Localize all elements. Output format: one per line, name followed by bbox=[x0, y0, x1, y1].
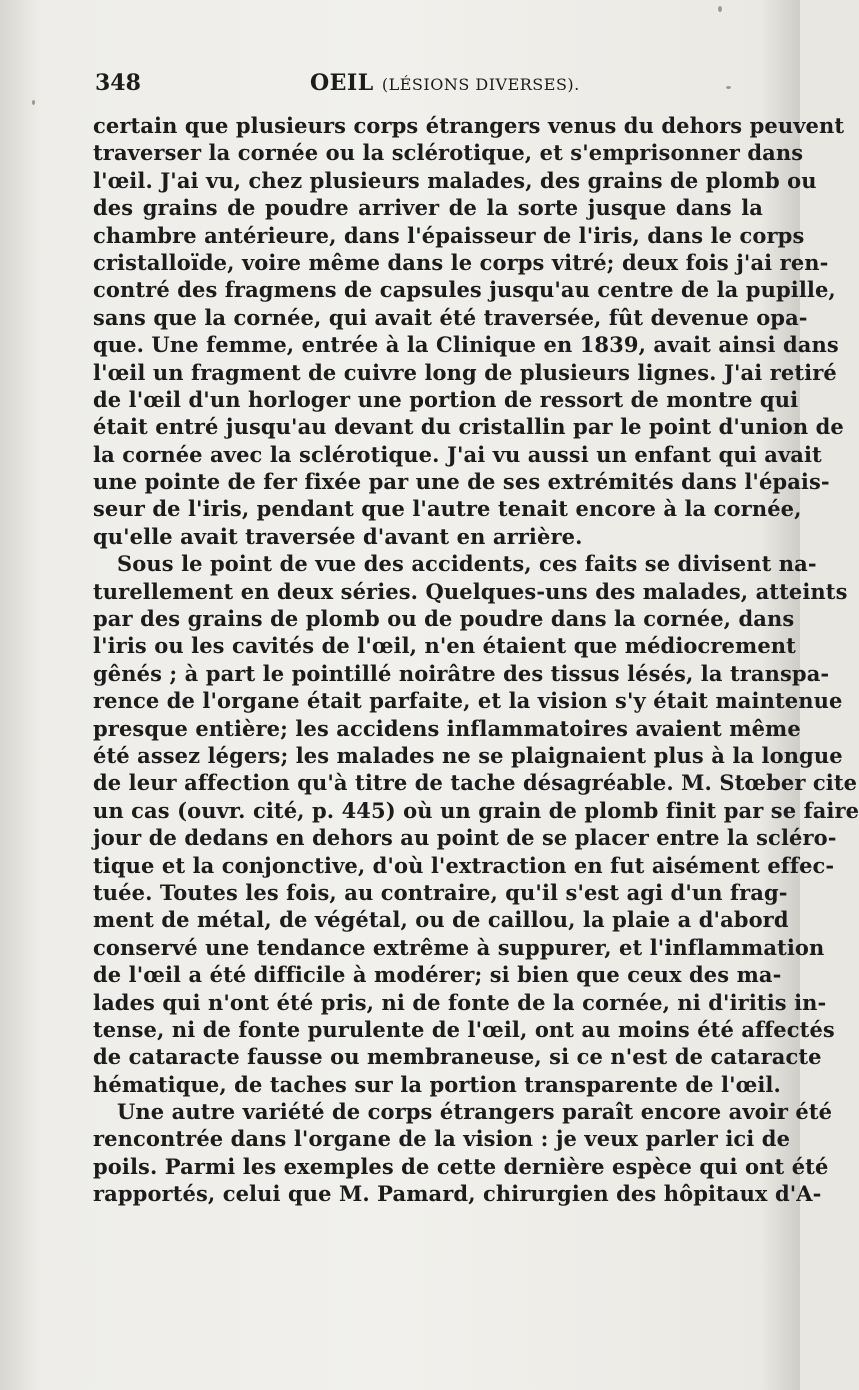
text-line: un cas (ouvr. cité, p. 445) où un grain de plomb finit par se faire bbox=[93, 797, 859, 823]
text-line: conservé une tendance extrême à suppurer, et l'inflammation bbox=[93, 934, 825, 960]
text-line: ment de métal, de végétal, ou de caillou, la plaie a d'abord bbox=[93, 907, 789, 933]
text-line: de leur affection qu'à titre de tache désagréable. M. Stœber cite bbox=[93, 770, 858, 796]
text-line: chambre antérieure, dans l'épaisseur de l'iris, dans le corps bbox=[93, 222, 805, 248]
text-line: tense, ni de fonte purulente de l'œil, ont au moins été affectés bbox=[93, 1016, 835, 1042]
text-line: de l'œil a été difficile à modérer; si bien que ceux des ma- bbox=[93, 962, 782, 988]
text-line: qu'elle avait traversée d'avant en arrière. bbox=[93, 523, 583, 549]
page-body bbox=[93, 112, 859, 1208]
text-line: rapportés, celui que M. Pamard, chirurgien des hôpitaux d'A- bbox=[93, 1181, 822, 1207]
page-header bbox=[95, 70, 765, 104]
text-line: hématique, de taches sur la portion transparente de l'œil. bbox=[93, 1071, 781, 1097]
text-line: une pointe de fer fixée par une de ses extrémités dans l'épais- bbox=[93, 469, 830, 495]
paper-speck bbox=[726, 86, 731, 89]
running-head bbox=[310, 70, 580, 96]
text-line: était entré jusqu'au devant du cristallin par le point d'union de bbox=[93, 414, 844, 440]
text-line: Sous le point de vue des accidents, ces faits se divisent na- bbox=[117, 551, 817, 577]
text-line: l'iris ou les cavités de l'œil, n'en étaient que médiocrement bbox=[93, 633, 796, 659]
text-line: par des grains de plomb ou de poudre dans la cornée, dans bbox=[93, 606, 795, 632]
text-line: Une autre variété de corps étrangers paraît encore avoir été bbox=[117, 1099, 833, 1125]
paper-speck bbox=[32, 100, 35, 105]
text-line: poils. Parmi les exemples de cette dernière espèce qui ont été bbox=[93, 1153, 829, 1179]
text-line: tuée. Toutes les fois, au contraire, qu'il s'est agi d'un frag- bbox=[93, 879, 788, 905]
text-line: que. Une femme, entrée à la Clinique en 1839, avait ainsi dans bbox=[93, 332, 839, 358]
text-line: presque entière; les accidens inflammatoires avaient même bbox=[93, 715, 801, 741]
text-line: l'œil un fragment de cuivre long de plusieurs lignes. J'ai retiré bbox=[93, 359, 837, 385]
paper-speck bbox=[718, 6, 722, 12]
running-head-sub: (LÉSIONS DIVERSES). bbox=[381, 75, 580, 94]
text-line: certain que plusieurs corps étrangers venus du dehors peuvent bbox=[93, 113, 845, 138]
text-line: tique et la conjonctive, d'où l'extraction en fut aisément effec- bbox=[93, 852, 835, 878]
text-line: la cornée avec la sclérotique. J'ai vu aussi un enfant qui avait bbox=[93, 441, 822, 467]
page-number: 348 bbox=[95, 70, 141, 96]
text-line: rence de l'organe était parfaite, et la vision s'y était maintenue bbox=[93, 688, 843, 714]
text-line: cristalloïde, voire même dans le corps vitré; deux fois j'ai ren- bbox=[93, 249, 829, 275]
text-line: seur de l'iris, pendant que l'autre tenait encore à la cornée, bbox=[93, 496, 802, 522]
text-line: gênés ; à part le pointillé noirâtre des tissus lésés, la transpa- bbox=[93, 660, 830, 686]
text-line: contré des fragmens de capsules jusqu'au centre de la pupille, bbox=[93, 277, 836, 303]
text-line: jour de dedans en dehors au point de se placer entre la scléro- bbox=[93, 825, 837, 851]
text-line: de cataracte fausse ou membraneuse, si ce n'est de cataracte bbox=[93, 1044, 822, 1070]
text-line: des grains de poudre arriver de la sorte jusque dans la bbox=[93, 195, 763, 221]
text-line: l'œil. J'ai vu, chez plusieurs malades, des grains de plomb ou bbox=[93, 167, 817, 193]
text-line: été assez légers; les malades ne se plaignaient plus à la longue bbox=[93, 742, 843, 768]
text-line: de l'œil d'un horloger une portion de ressort de montre qui bbox=[93, 386, 799, 412]
text-line: lades qui n'ont été pris, ni de fonte de la cornée, ni d'iritis in- bbox=[93, 989, 827, 1015]
text-line: sans que la cornée, qui avait été traversée, fût devenue opa- bbox=[93, 304, 808, 330]
text-line: turellement en deux séries. Quelques-uns des malades, atteints bbox=[93, 578, 848, 604]
text-line: rencontrée dans l'organe de la vision : je veux parler ici de bbox=[93, 1126, 791, 1152]
running-head-main: OEIL bbox=[310, 70, 374, 96]
text-line: traverser la cornée ou la sclérotique, et s'emprisonner dans bbox=[93, 140, 804, 166]
